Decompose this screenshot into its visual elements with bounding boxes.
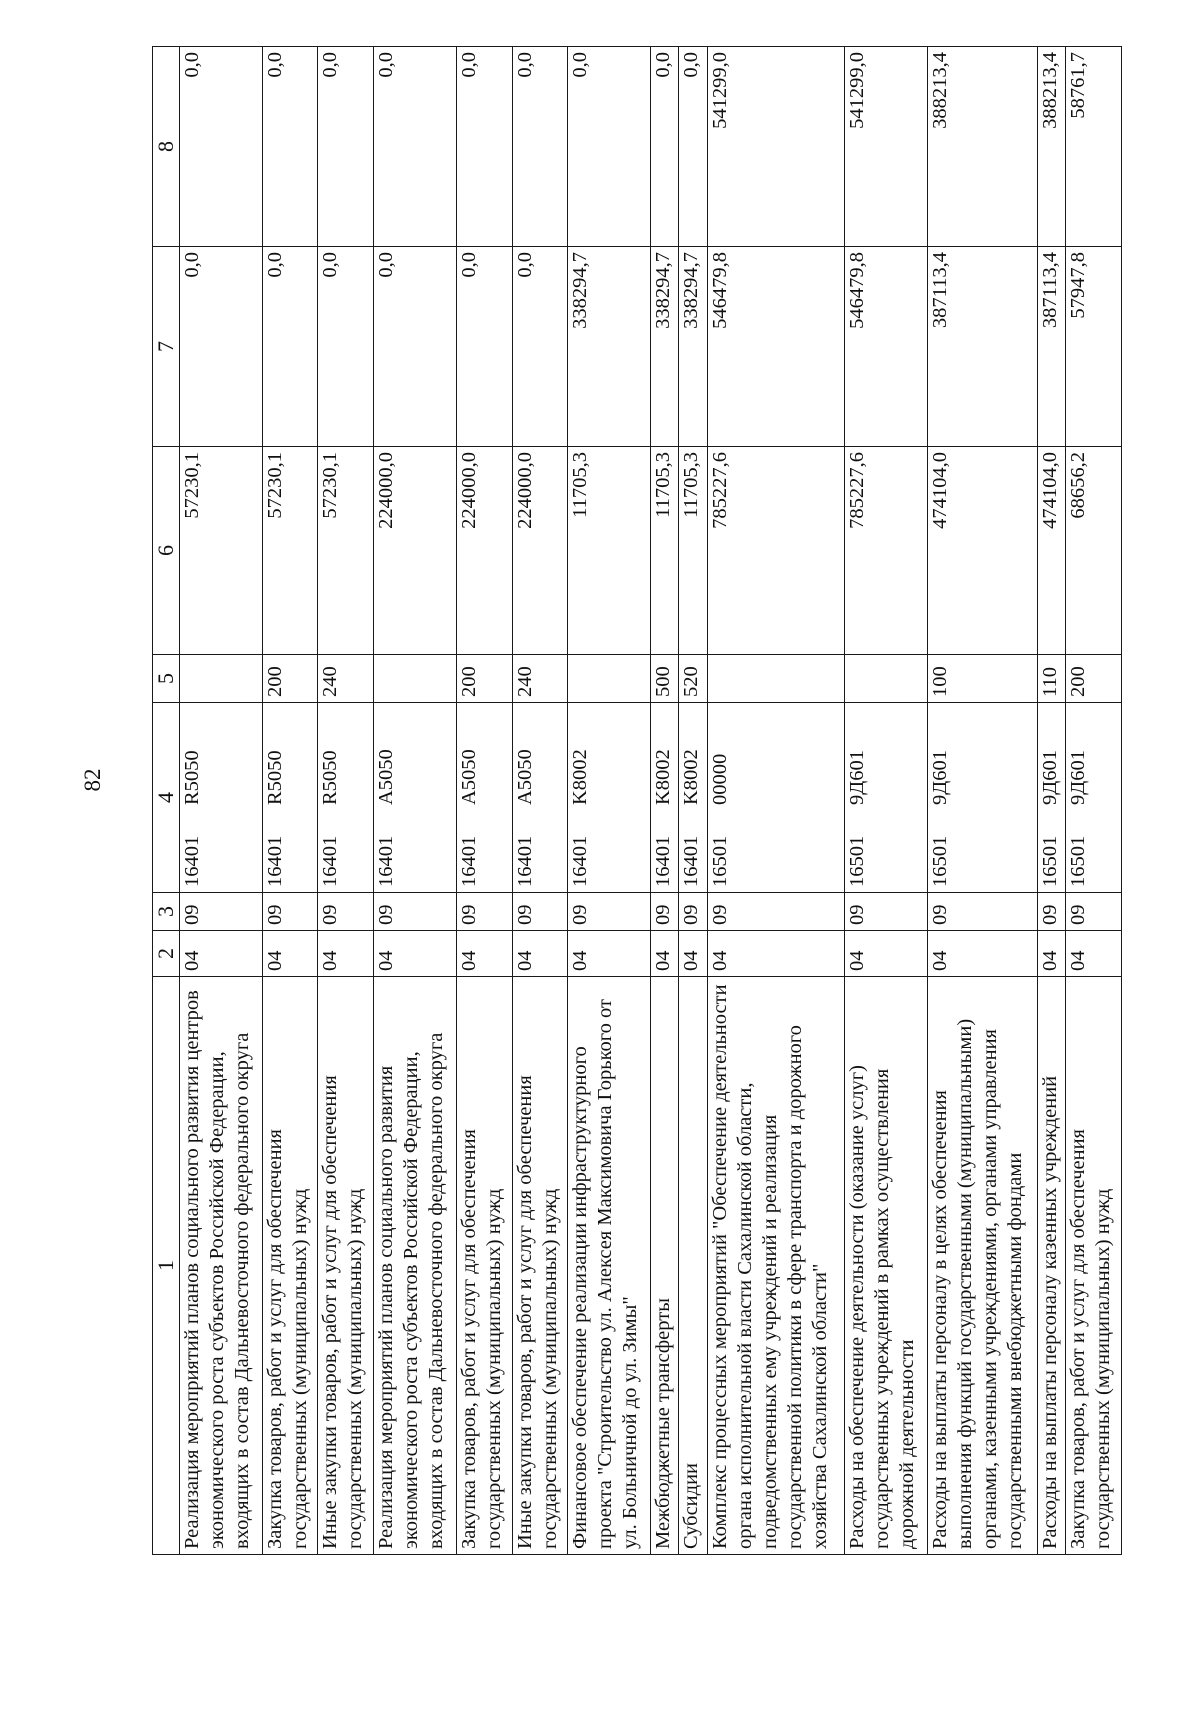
table-row xyxy=(1066,47,1122,1555)
amount-col-7: 0,0 xyxy=(456,247,512,447)
section-code: 04 xyxy=(568,931,651,977)
section-code: 04 xyxy=(927,931,1037,977)
amount-col-6: 785227,6 xyxy=(707,447,844,655)
amount-col-6: 224000,0 xyxy=(456,447,512,655)
program-code-part2: K8002 xyxy=(680,749,703,805)
amount-col-8: 0,0 xyxy=(512,47,568,247)
program-code xyxy=(262,703,318,893)
row-name: Расходы на обеспечение деятельности (оказание услуг) государственных учреждений в рамках осуществления дорожной деятельности xyxy=(845,977,928,1555)
section-code: 04 xyxy=(318,931,374,977)
table-row xyxy=(456,47,512,1555)
program-code-part1: 16401 xyxy=(263,835,286,887)
section-code: 04 xyxy=(845,931,928,977)
table-row xyxy=(374,47,457,1555)
expense-type-code xyxy=(374,655,457,703)
amount-col-7: 0,0 xyxy=(318,247,374,447)
program-code-part1: 16401 xyxy=(569,835,592,887)
amount-col-6: 68656,2 xyxy=(1066,447,1122,655)
row-name: Закупка товаров, работ и услуг для обеспечения государственных (муниципальных) нужд xyxy=(1066,977,1122,1555)
expense-type-code xyxy=(568,655,651,703)
expense-type-code: 200 xyxy=(1066,655,1122,703)
program-code-part1: 16401 xyxy=(181,835,203,887)
section-code: 04 xyxy=(262,931,318,977)
program-code-part2: R5050 xyxy=(319,750,342,805)
table-row xyxy=(1037,47,1065,1555)
amount-col-6: 57230,1 xyxy=(180,447,263,655)
program-code-part2: K8002 xyxy=(651,749,674,805)
header-col-5: 5 xyxy=(153,655,180,703)
amount-col-6: 224000,0 xyxy=(512,447,568,655)
expense-type-code xyxy=(707,655,844,703)
expense-type-code xyxy=(845,655,928,703)
program-code xyxy=(1066,703,1122,893)
program-code xyxy=(456,703,512,893)
program-code-part1: 16501 xyxy=(928,835,951,887)
amount-col-8: 0,0 xyxy=(456,47,512,247)
header-col-8: 8 xyxy=(153,47,180,247)
amount-col-7: 387113,4 xyxy=(927,247,1037,447)
program-code-part1: 16401 xyxy=(375,835,398,887)
amount-col-8: 0,0 xyxy=(568,47,651,247)
program-code xyxy=(374,703,457,893)
amount-col-7: 546479,8 xyxy=(845,247,928,447)
row-name: Субсидии xyxy=(679,977,707,1555)
amount-col-6: 11705,3 xyxy=(568,447,651,655)
program-code-part1: 16501 xyxy=(1067,835,1090,887)
section-code: 04 xyxy=(1066,931,1122,977)
amount-col-6: 785227,6 xyxy=(845,447,928,655)
subsection-code: 09 xyxy=(512,893,568,931)
amount-col-8: 388213,4 xyxy=(1037,47,1065,247)
expense-type-code: 520 xyxy=(679,655,707,703)
section-code: 04 xyxy=(707,931,844,977)
program-code xyxy=(1037,703,1065,893)
header-row xyxy=(153,47,180,1555)
program-code xyxy=(180,703,263,893)
program-code-part2: 9Д601 xyxy=(846,750,869,805)
section-code: 04 xyxy=(180,931,263,977)
section-code: 04 xyxy=(456,931,512,977)
amount-col-6: 11705,3 xyxy=(650,447,678,655)
amount-col-8: 0,0 xyxy=(679,47,707,247)
table-row xyxy=(845,47,928,1555)
expense-type-code: 500 xyxy=(650,655,678,703)
program-code xyxy=(927,703,1037,893)
header-col-4: 4 xyxy=(153,703,180,893)
amount-col-6: 57230,1 xyxy=(318,447,374,655)
subsection-code: 09 xyxy=(927,893,1037,931)
program-code-part2: A5050 xyxy=(375,749,398,805)
amount-col-8: 0,0 xyxy=(650,47,678,247)
program-code xyxy=(318,703,374,893)
program-code-part2: 00000 xyxy=(708,753,731,805)
expense-type-code xyxy=(180,655,263,703)
expense-type-code: 240 xyxy=(512,655,568,703)
program-code xyxy=(512,703,568,893)
row-name: Реализация мероприятий планов социального развития центров экономического роста субъектов Российской Федерации, входящих в состав Дальневосточного федерального округа xyxy=(180,977,263,1555)
budget-table xyxy=(152,46,1122,1555)
header-col-6: 6 xyxy=(153,447,180,655)
amount-col-8: 541299,0 xyxy=(707,47,844,247)
program-code-part1: 16401 xyxy=(457,835,480,887)
amount-col-8: 388213,4 xyxy=(927,47,1037,247)
program-code-part2: R5050 xyxy=(263,750,286,805)
table-row xyxy=(707,47,844,1555)
program-code-part2: 9Д601 xyxy=(1067,750,1090,805)
amount-col-7: 338294,7 xyxy=(679,247,707,447)
program-code xyxy=(845,703,928,893)
header-col-1: 1 xyxy=(153,977,180,1555)
table-row xyxy=(927,47,1037,1555)
amount-col-8: 0,0 xyxy=(374,47,457,247)
amount-col-6: 474104,0 xyxy=(1037,447,1065,655)
amount-col-8: 58761,7 xyxy=(1066,47,1122,247)
row-name: Иные закупки товаров, работ и услуг для обеспечения государственных (муниципальных) нужд xyxy=(318,977,374,1555)
program-code-part1: 16501 xyxy=(846,835,869,887)
row-name: Межбюджетные трансферты xyxy=(650,977,678,1555)
amount-col-7: 338294,7 xyxy=(650,247,678,447)
expense-type-code: 200 xyxy=(456,655,512,703)
section-code: 04 xyxy=(1037,931,1065,977)
program-code-part2: A5050 xyxy=(513,749,536,805)
program-code-part1: 16401 xyxy=(513,835,536,887)
table-row xyxy=(180,47,263,1555)
program-code-part1: 16501 xyxy=(1038,835,1061,887)
section-code: 04 xyxy=(512,931,568,977)
subsection-code: 09 xyxy=(318,893,374,931)
program-code xyxy=(679,703,707,893)
program-code-part1: 16401 xyxy=(319,835,342,887)
expense-type-code: 200 xyxy=(262,655,318,703)
subsection-code: 09 xyxy=(1066,893,1122,931)
row-name: Расходы на выплаты персоналу в целях обеспечения выполнения функций государственными (муниципальными) органами, казенными учреждениями, органами управления государственными внебюджетными фондами xyxy=(927,977,1037,1555)
program-code xyxy=(707,703,844,893)
program-code-part2: 9Д601 xyxy=(928,750,951,805)
subsection-code: 09 xyxy=(650,893,678,931)
amount-col-7: 57947,8 xyxy=(1066,247,1122,447)
amount-col-7: 546479,8 xyxy=(707,247,844,447)
amount-col-6: 224000,0 xyxy=(374,447,457,655)
program-code-part2: A5050 xyxy=(457,749,480,805)
amount-col-8: 0,0 xyxy=(180,47,263,247)
amount-col-7: 0,0 xyxy=(262,247,318,447)
program-code-part2: R5050 xyxy=(181,750,203,805)
expense-type-code: 110 xyxy=(1037,655,1065,703)
amount-col-6: 57230,1 xyxy=(262,447,318,655)
header-col-3: 3 xyxy=(153,893,180,931)
row-name: Финансовое обеспечение реализации инфраструктурного проекта "Строительство ул. Алексея Максимовича Горького от ул. Больничной до ул. Зимы" xyxy=(568,977,651,1555)
program-code-part1: 16501 xyxy=(708,835,731,887)
page-number: 82 xyxy=(80,768,105,792)
subsection-code: 09 xyxy=(679,893,707,931)
subsection-code: 09 xyxy=(180,893,263,931)
program-code-part2: K8002 xyxy=(569,749,592,805)
subsection-code: 09 xyxy=(1037,893,1065,931)
program-code xyxy=(650,703,678,893)
program-code-part1: 16401 xyxy=(680,835,703,887)
row-name: Иные закупки товаров, работ и услуг для обеспечения государственных (муниципальных) нужд xyxy=(512,977,568,1555)
row-name: Закупка товаров, работ и услуг для обеспечения государственных (муниципальных) нужд xyxy=(262,977,318,1555)
amount-col-7: 0,0 xyxy=(180,247,263,447)
section-code: 04 xyxy=(650,931,678,977)
subsection-code: 09 xyxy=(707,893,844,931)
program-code-part2: 9Д601 xyxy=(1038,750,1061,805)
table-row xyxy=(679,47,707,1555)
amount-col-7: 338294,7 xyxy=(568,247,651,447)
rotated-page xyxy=(152,47,1122,1555)
table-row xyxy=(512,47,568,1555)
header-col-2: 2 xyxy=(153,931,180,977)
amount-col-6: 474104,0 xyxy=(927,447,1037,655)
amount-col-6: 11705,3 xyxy=(679,447,707,655)
table-row xyxy=(262,47,318,1555)
subsection-code: 09 xyxy=(845,893,928,931)
program-code xyxy=(568,703,651,893)
amount-col-8: 541299,0 xyxy=(845,47,928,247)
subsection-code: 09 xyxy=(456,893,512,931)
table-row xyxy=(650,47,678,1555)
amount-col-8: 0,0 xyxy=(318,47,374,247)
section-code: 04 xyxy=(374,931,457,977)
amount-col-7: 387113,4 xyxy=(1037,247,1065,447)
expense-type-code: 100 xyxy=(927,655,1037,703)
expense-type-code: 240 xyxy=(318,655,374,703)
row-name: Реализация мероприятий планов социального развития экономического роста субъектов Российской Федерации, входящих в состав Дальневосточного федерального округа xyxy=(374,977,457,1555)
program-code-part1: 16401 xyxy=(651,835,674,887)
amount-col-7: 0,0 xyxy=(512,247,568,447)
row-name: Комплекс процессных мероприятий "Обеспечение деятельности органа исполнительной власти Сахалинской области, подведомственных ему учреждений и реализация государственной политики в сфере транспорта и дорожного хозяйства Сахалинской области" xyxy=(707,977,844,1555)
header-col-7: 7 xyxy=(153,247,180,447)
table-row xyxy=(318,47,374,1555)
row-name: Закупка товаров, работ и услуг для обеспечения государственных (муниципальных) нужд xyxy=(456,977,512,1555)
subsection-code: 09 xyxy=(568,893,651,931)
section-code: 04 xyxy=(679,931,707,977)
table-row xyxy=(568,47,651,1555)
subsection-code: 09 xyxy=(262,893,318,931)
subsection-code: 09 xyxy=(374,893,457,931)
row-name: Расходы на выплаты персоналу казенных учреждений xyxy=(1037,977,1065,1555)
amount-col-8: 0,0 xyxy=(262,47,318,247)
amount-col-7: 0,0 xyxy=(374,247,457,447)
